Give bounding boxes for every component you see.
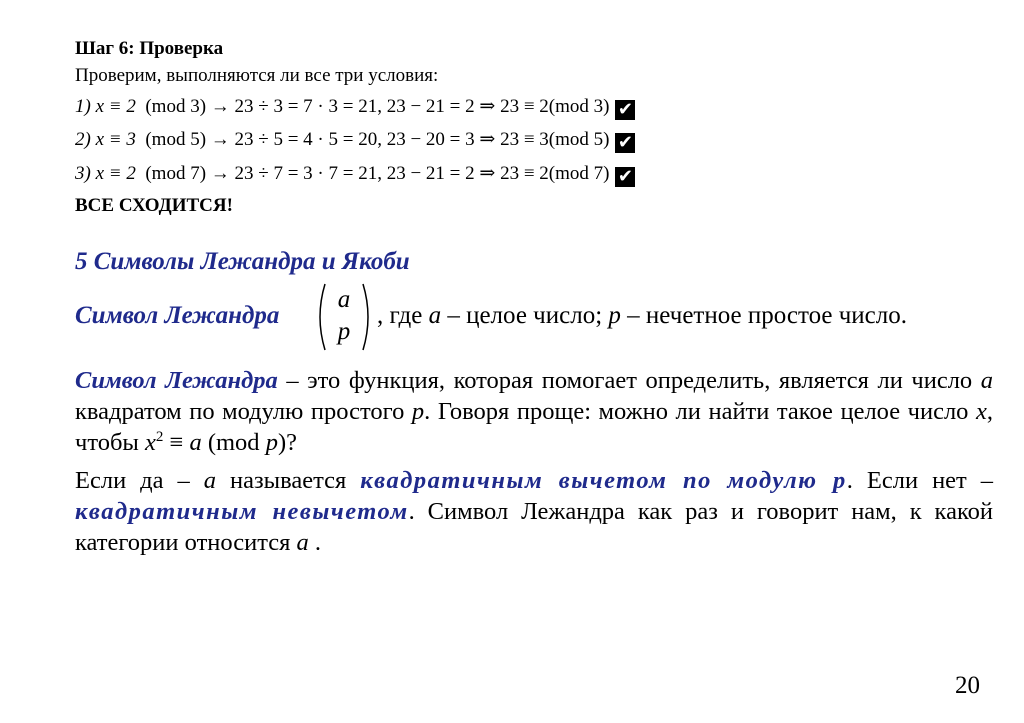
checkmark-icon: ✔ xyxy=(615,167,635,187)
conclusion: ВСЕ СХОДИТСЯ! xyxy=(75,195,233,216)
step-title: Шаг 6: Проверка xyxy=(75,38,224,59)
legendre-where-text: , где a – целое число; p – нечетное простое число. xyxy=(377,302,908,329)
check-line-1: 1) x ≡ 2 (mod 3) → 23 ÷ 3 = 7 · 3 = 21, 23 − 21 = 2 ⇒ 23 ≡ 2(mod 3) ✔ xyxy=(75,95,635,120)
step-intro: Проверим, выполняются ли все три условия: xyxy=(75,65,439,86)
fraction-denominator: p xyxy=(337,318,351,345)
right-paren-icon xyxy=(361,282,375,352)
paragraph-definition: Символ Лежандра – это функция, которая помогает определить, является ли число a квадратом по модулю простого p. Говоря проще: можно ли найти такое целое число x, чтобы $x^2 \equiv a$ (mod p)? xyxy=(75,367,994,456)
check-line-2: 2) x ≡ 3 (mod 5) → 23 ÷ 5 = 4 · 5 = 20, 23 − 20 = 3 ⇒ 23 ≡ 3(mod 5) ✔ xyxy=(75,128,635,153)
fraction-numerator: a xyxy=(337,286,351,313)
check-line-3: 3) x ≡ 2 (mod 7) → 23 ÷ 7 = 3 · 7 = 21, 23 − 21 = 2 ⇒ 23 ≡ 2(mod 7) ✔ xyxy=(75,162,635,187)
checkmark-icon: ✔ xyxy=(615,133,635,153)
page-number: 20 xyxy=(955,672,980,699)
legendre-fraction xyxy=(327,284,361,348)
paragraph-residue: Если да – a называется квадратичным вычетом по модулю p. Если нет – квадратичным невычетом. Символ Лежандра как раз и говорит нам, к какой категории относится a . xyxy=(75,467,993,556)
legendre-label: Символ Лежандра xyxy=(75,302,280,329)
left-paren-icon xyxy=(313,282,327,352)
checkmark-icon: ✔ xyxy=(615,100,635,120)
section-heading: 5 Символы Лежандра и Якоби xyxy=(75,248,410,275)
